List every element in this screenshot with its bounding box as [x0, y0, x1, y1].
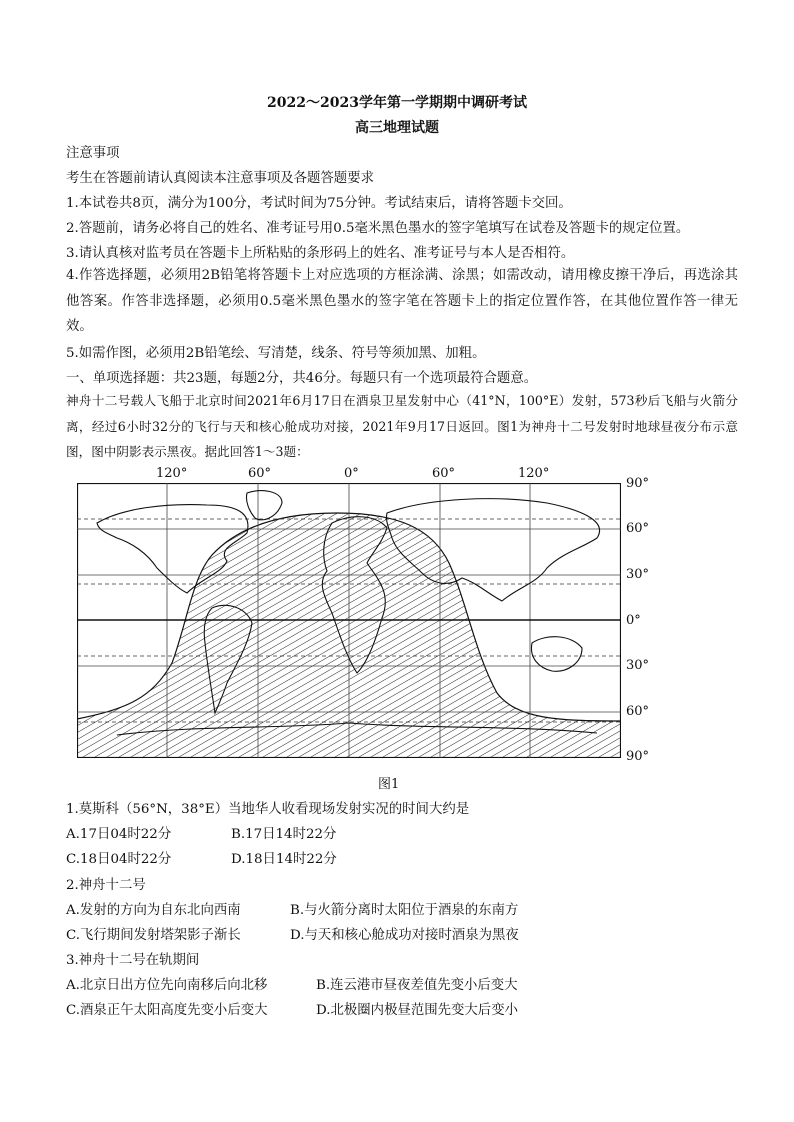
notice-item-5: 5.如需作图，必须用2B铅笔绘、写清楚，线条、符号等须加黑、加粗。 [66, 346, 486, 361]
lat-label-0: 0° [626, 613, 641, 628]
question-2-option-a: A.发射的方向为自东北向西南 [66, 903, 241, 918]
section-heading: 一、单项选择题：共23题，每题2分，共46分。每题只有一个选项最符合题意。 [66, 371, 538, 386]
lat-label-90n: 90° [626, 476, 650, 491]
lon-label-60e: 60° [432, 466, 456, 481]
lat-label-60n: 60° [626, 521, 650, 536]
lon-label-0: 0° [344, 466, 359, 481]
question-2-option-c: C.飞行期间发射塔架影子渐长 [66, 928, 241, 943]
question-1-option-a: A.17日04时22分 [66, 827, 172, 842]
lat-label-90s: 90° [626, 749, 650, 764]
question-1-option-b: B.17日14时22分 [231, 827, 337, 842]
question-2-option-b: B.与火箭分离时太阳位于酒泉的东南方 [290, 903, 519, 918]
section-passage: 神舟十二号载人飞船于北京时间2021年6月17日在酒泉卫星发射中心（41°N，100°E）发射，573秒后飞船与火箭分离，经过6小时32分的飞行与天和核心舱成功对接，2021年9月17日返回。图1为神舟十二号发射时地球昼夜分布示意图，图中阴影表示黑夜。据此回答1～3题： [66, 393, 738, 459]
notice-intro: 考生在答题前请认真阅读本注意事项及各题答题要求 [66, 171, 374, 186]
question-3-option-b: B.连云港市昼夜差值先变小后变大 [316, 978, 518, 993]
notice-item-4: 4.作答选择题，必须用2B铅笔将答题卡上对应选项的方框涂满、涂黑；如需改动，请用橡皮擦干净后，再选涂其他答案。作答非选择题，必须用0.5毫米黑色墨水的签字笔在答题卡上的指定位置作答，在其他位置作答一律无效。 [66, 268, 738, 334]
exam-title: 2022～2023学年第一学期期中调研考试 [267, 95, 527, 111]
day-night-world-map [77, 483, 621, 758]
greenland-outline [246, 491, 282, 520]
notice-item-1: 1.本试卷共8页，满分为100分，考试时间为75分钟。考试结束后，请将答题卡交回。 [66, 196, 572, 211]
question-1-option-c: C.18日04时22分 [66, 852, 172, 867]
question-1-option-d: D.18日14时22分 [231, 852, 337, 867]
question-3-option-d: D.北极圈内极昼范围先变大后变小 [316, 1003, 518, 1018]
figure-caption: 图1 [378, 777, 400, 792]
lon-label-60w: 60° [248, 466, 272, 481]
lon-label-120e: 120° [518, 466, 550, 481]
notice-heading: 注意事项 [66, 146, 120, 161]
question-1-stem: 1.莫斯科（56°N，38°E）当地华人收看现场发射实况的时间大约是 [66, 802, 470, 817]
question-3-option-a: A.北京日出方位先向南移后向北移 [66, 978, 268, 993]
question-3-option-c: C.酒泉正午太阳高度先变小后变大 [66, 1003, 268, 1018]
exam-subtitle: 高三地理试题 [355, 120, 439, 136]
question-2-option-d: D.与天和核心舱成功对接时酒泉为黑夜 [290, 928, 519, 943]
lon-label-120w: 120° [156, 466, 188, 481]
lat-label-30n: 30° [626, 567, 650, 582]
question-2-stem: 2.神舟十二号 [66, 878, 146, 893]
question-3-stem: 3.神舟十二号在轨期间 [66, 953, 200, 968]
lat-label-30s: 30° [626, 658, 650, 673]
notice-item-3: 3.请认真核对监考员在答题卡上所粘贴的条形码上的姓名、准考证号与本人是否相符。 [66, 246, 575, 261]
lat-label-60s: 60° [626, 704, 650, 719]
notice-item-2: 2.答题前，请务必将自己的姓名、准考证号用0.5毫米黑色墨水的签字笔填写在试卷及答题卡的规定位置。 [66, 221, 690, 236]
